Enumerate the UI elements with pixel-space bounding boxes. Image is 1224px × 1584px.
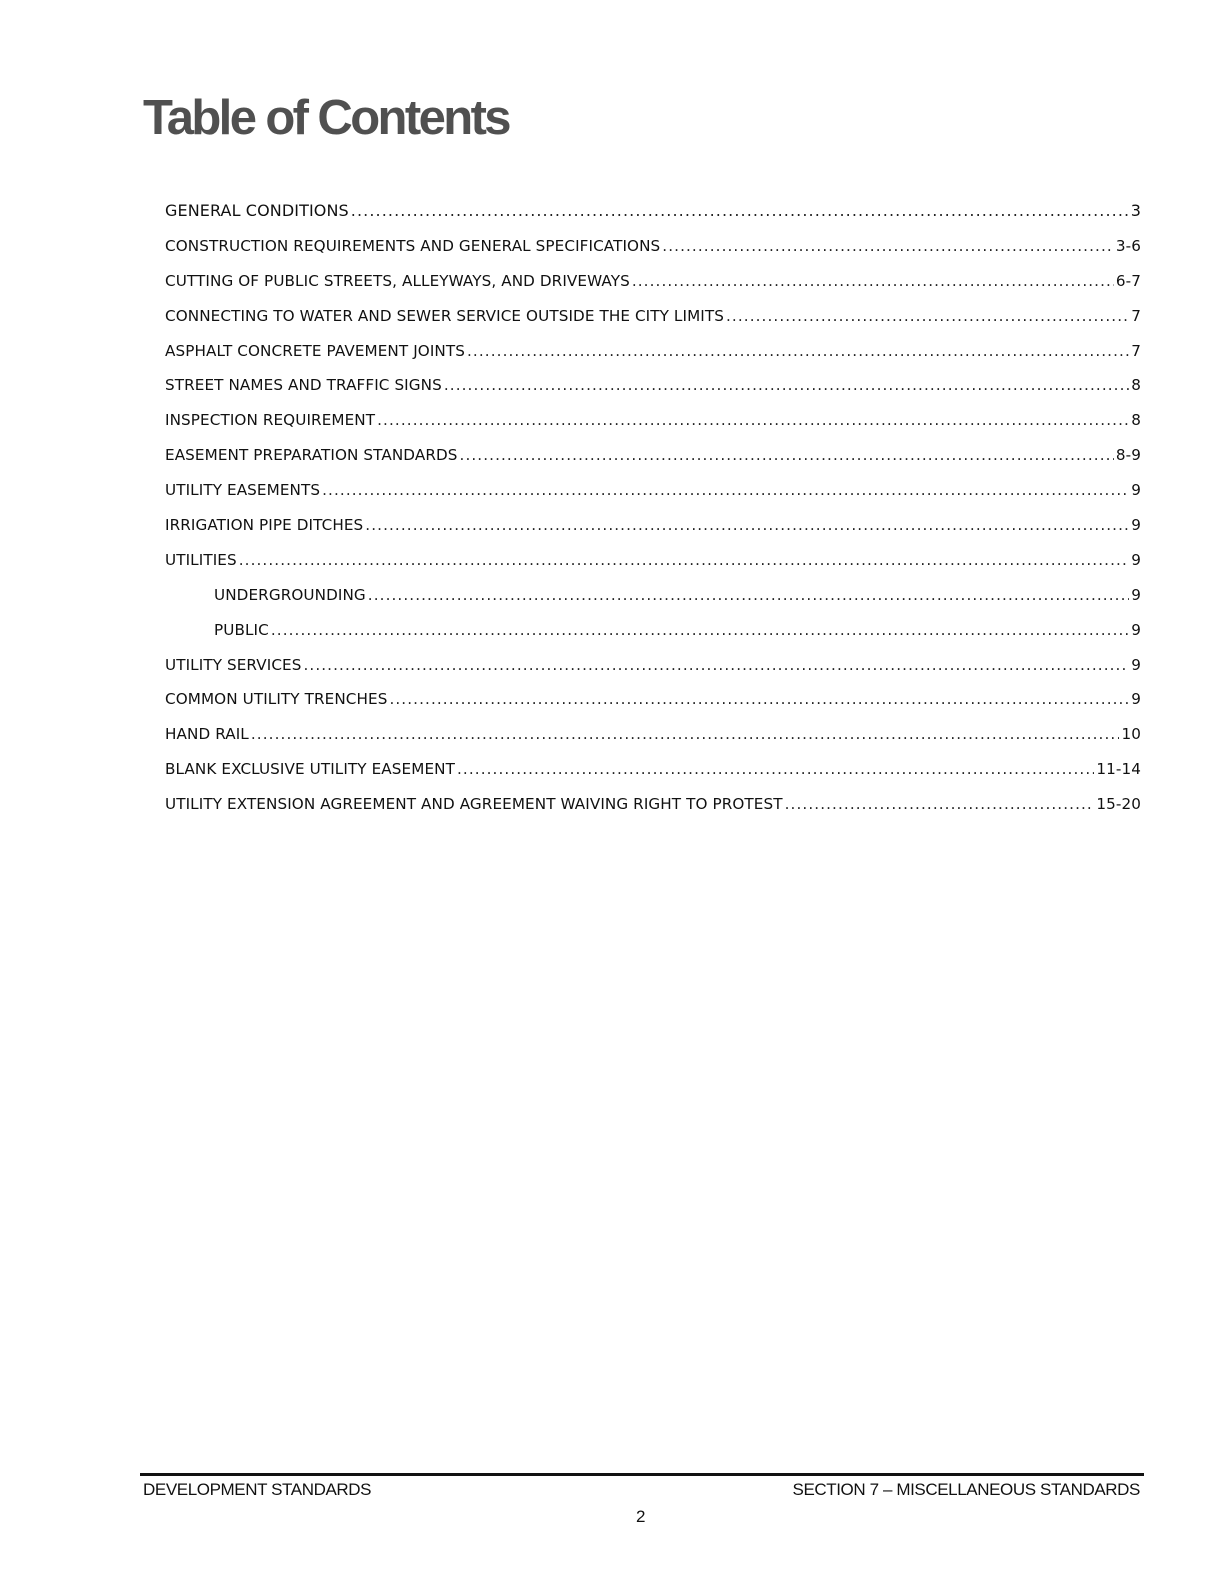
- dot-leader: [460, 442, 1114, 468]
- toc-entry-page: 3-6: [1115, 236, 1141, 255]
- dot-leader: [632, 268, 1114, 294]
- toc-entry-label: EASEMENT PREPARATION STANDARDS: [165, 446, 458, 465]
- table-of-contents: [165, 198, 1141, 826]
- toc-entry[interactable]: [165, 233, 1141, 268]
- toc-entry-label: UNDERGROUNDING: [214, 585, 366, 604]
- toc-entry-label: IRRIGATION PIPE DITCHES: [165, 516, 364, 535]
- footer-section-title: SECTION 7 – MISCELLANEOUS STANDARDS: [792, 1480, 1140, 1499]
- toc-entry-label: UTILITY SERVICES: [165, 655, 302, 674]
- toc-entry[interactable]: [165, 372, 1141, 407]
- toc-entry-page: 9: [1131, 690, 1141, 709]
- footer-document-title: DEVELOPMENT STANDARDS: [143, 1480, 372, 1499]
- toc-entry-label: BLANK EXCLUSIVE UTILITY EASEMENT: [165, 760, 455, 779]
- toc-entry-label: ASPHALT CONCRETE PAVEMENT JOINTS: [165, 341, 465, 360]
- toc-entry-page: 9: [1131, 620, 1141, 639]
- toc-entry[interactable]: [165, 721, 1141, 756]
- page-number: 2: [636, 1507, 646, 1526]
- page-title: Table of Contents: [143, 91, 509, 145]
- toc-subentry[interactable]: [165, 582, 1141, 617]
- toc-entry[interactable]: [165, 442, 1141, 477]
- toc-entry-page: 11-14: [1096, 760, 1141, 779]
- dot-leader: [785, 791, 1095, 817]
- toc-entry-label: CONNECTING TO WATER AND SEWER SERVICE OUTSIDE THE CITY LIMITS: [165, 306, 724, 325]
- dot-leader: [457, 756, 1094, 782]
- toc-entry-page: 3: [1130, 201, 1141, 220]
- toc-entry-label: INSPECTION REQUIREMENT: [165, 411, 376, 430]
- toc-entry-label: STREET NAMES AND TRAFFIC SIGNS: [165, 376, 442, 395]
- dot-leader: [726, 303, 1129, 329]
- toc-entry[interactable]: [165, 303, 1141, 338]
- dot-leader: [322, 477, 1129, 503]
- toc-entry[interactable]: [165, 268, 1141, 303]
- toc-entry-page: 7: [1131, 306, 1141, 325]
- toc-entry-page: 9: [1131, 550, 1141, 569]
- dot-leader: [271, 617, 1129, 643]
- toc-entry-label: HAND RAIL: [165, 725, 249, 744]
- toc-entry-page: 7: [1131, 341, 1141, 360]
- toc-entry-page: 6-7: [1115, 271, 1141, 290]
- toc-entry[interactable]: [165, 512, 1141, 547]
- toc-entry-page: 10: [1121, 725, 1141, 744]
- dot-leader: [467, 338, 1129, 364]
- toc-entry[interactable]: [165, 477, 1141, 512]
- toc-entry-page: 9: [1131, 585, 1141, 604]
- dot-leader: [251, 721, 1120, 747]
- dot-leader: [377, 407, 1129, 433]
- dot-leader: [239, 547, 1130, 573]
- toc-subentry[interactable]: [165, 617, 1141, 652]
- toc-entry[interactable]: [165, 407, 1141, 442]
- toc-entry-page: 8: [1131, 411, 1141, 430]
- dot-leader: [365, 512, 1129, 538]
- dot-leader: [389, 686, 1129, 712]
- toc-entry[interactable]: [165, 756, 1141, 791]
- dot-leader: [303, 652, 1129, 678]
- toc-entry-page: 9: [1131, 481, 1141, 500]
- toc-entry[interactable]: [165, 547, 1141, 582]
- toc-entry-label: UTILITIES: [165, 550, 237, 569]
- dot-leader: [444, 372, 1129, 398]
- toc-entry-label: PUBLIC: [214, 620, 269, 639]
- toc-entry-label: CONSTRUCTION REQUIREMENTS AND GENERAL SPECIFICATIONS: [165, 236, 661, 255]
- toc-entry[interactable]: [165, 686, 1141, 721]
- toc-entry-page: 15-20: [1096, 795, 1141, 814]
- toc-entry-label: CUTTING OF PUBLIC STREETS, ALLEYWAYS, AND DRIVEWAYS: [165, 271, 630, 290]
- toc-entry-page: 8-9: [1115, 446, 1141, 465]
- toc-entry-label: COMMON UTILITY TRENCHES: [165, 690, 388, 709]
- toc-entry-page: 9: [1131, 655, 1141, 674]
- toc-entry[interactable]: [165, 198, 1141, 233]
- dot-leader: [368, 582, 1129, 608]
- toc-entry-label: UTILITY EXTENSION AGREEMENT AND AGREEMENT WAIVING RIGHT TO PROTEST: [165, 795, 783, 814]
- toc-entry[interactable]: [165, 652, 1141, 687]
- dot-leader: [351, 198, 1129, 224]
- toc-entry-page: 9: [1131, 516, 1141, 535]
- footer-divider: [140, 1473, 1144, 1476]
- toc-entry[interactable]: [165, 338, 1141, 373]
- dot-leader: [662, 233, 1114, 259]
- toc-entry[interactable]: [165, 791, 1141, 826]
- toc-entry-label: GENERAL CONDITIONS: [165, 201, 349, 220]
- toc-entry-label: UTILITY EASEMENTS: [165, 481, 321, 500]
- toc-entry-page: 8: [1131, 376, 1141, 395]
